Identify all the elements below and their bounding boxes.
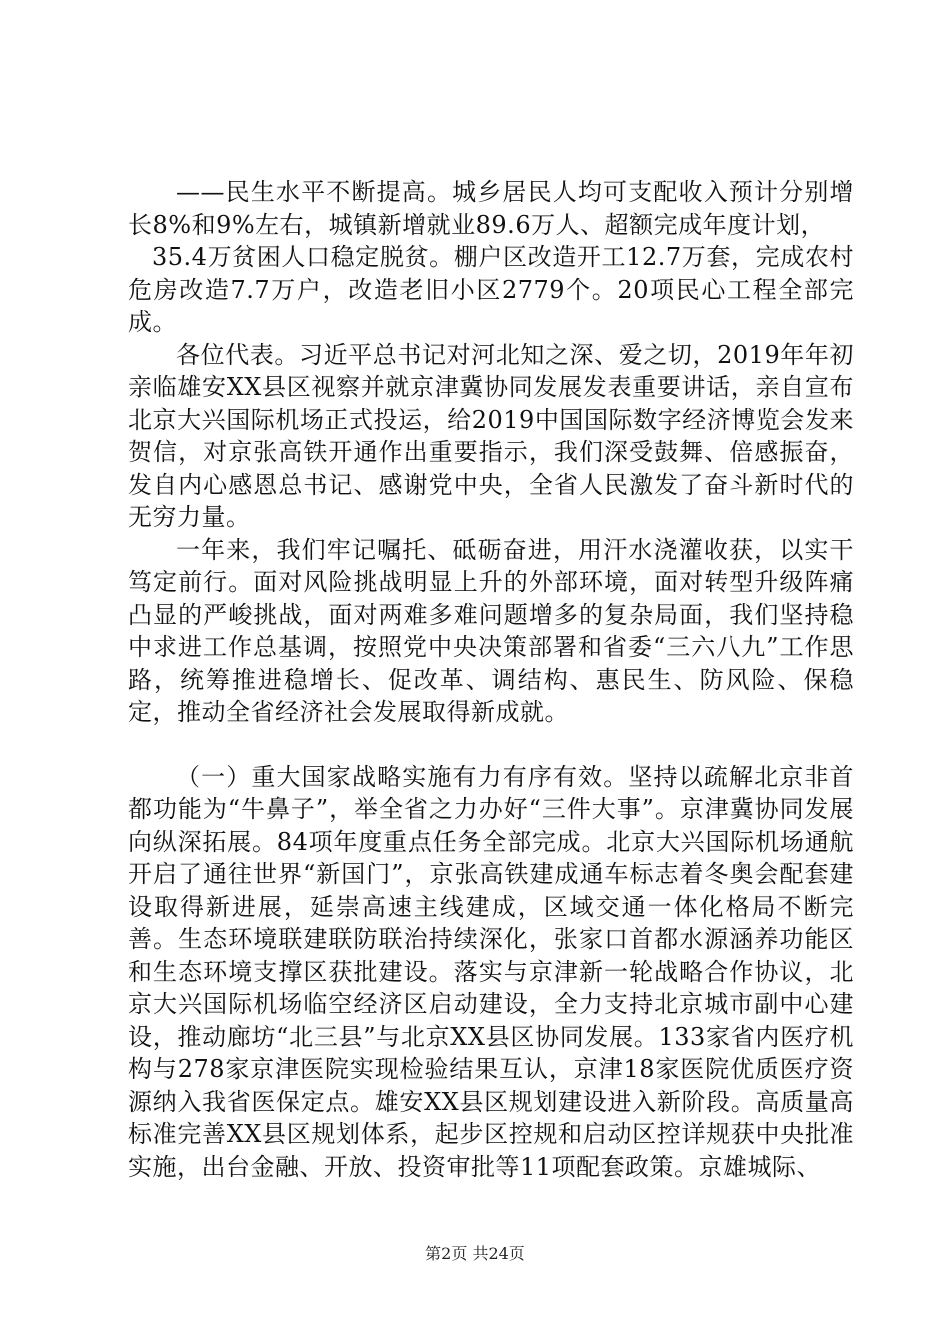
page-number-footer: 第2页 共24页 (425, 1244, 525, 1263)
paragraph-delegates: 各位代表。习近平总书记对河北知之深、爱之切，2019年年初亲临雄安XX县区视察并就京津冀协同发展发表重要讲话，亲自宣布北京大兴国际机场正式投运，给2019中国国际数字经济博览会发来贺信，对京张高铁开通作出重要指示，我们深受鼓舞、倍感振奋，发自内心感恩总书记、感谢党中央，全省人民激发了奋斗新时代的无穷力量。 (128, 340, 854, 531)
paragraph-year-review: 一年来，我们牢记嘱托、砥砺奋进，用汗水浇灌收获，以实干笃定前行。面对风险挑战明显上升的外部环境，面对转型升级阵痛凸显的严峻挑战，面对两难多难问题增多的复杂局面，我们坚持稳中求进工作总基调，按照党中央决策部署和省委“三六八九”工作思路，统筹推进稳增长、促改革、调结构、惠民生、防风险、保稳定，推动全省经济社会发展取得新成就。 (128, 535, 854, 726)
paragraph-spacer (128, 729, 854, 761)
paragraph-livelihood: ——民生水平不断提高。城乡居民人均可支配收入预计分别增长8%和9%左右，城镇新增就业89.6万人、超额完成年度计划， (128, 178, 854, 239)
document-body (128, 176, 854, 1183)
paragraph-section-one: （一）重大国家战略实施有力有序有效。坚持以疏解北京非首都功能为“牛鼻子”，举全省之力办好“三件大事”。京津冀协同发展向纵深拓展。84项年度重点任务全部完成。北京大兴国际机场通航开启了通往世界“新国门”，京张高铁建成通车标志着冬奥会配套建设取得新进展，延崇高速主线建成，区域交通一体化格局不断完善。生态环境联建联防联治持续深化，张家口首都水源涵养功能区和生态环境支撑区获批建设。落实与京津新一轮战略合作协议，北京大兴国际机场临空经济区启动建设，全力支持北京城市副中心建设，推动廊坊“北三县”与北京XX县区协同发展。133家省内医疗机构与278家京津医院实现检验结果互认，京津18家医院优质医疗资源纳入我省医保定点。雄安XX县区规划建设进入新阶段。高质量高标准完善XX县区规划体系，起步区控规和启动区控详规获中央批准实施，出台金融、开放、投资审批等11项配套政策。京雄城际、 (128, 762, 854, 1181)
paragraph-poverty-housing: 35.4万贫困人口稳定脱贫。棚户区改造开工12.7万套，完成农村危房改造7.7万户，改造老旧小区2779个。20项民心工程全部完成。 (128, 243, 854, 336)
